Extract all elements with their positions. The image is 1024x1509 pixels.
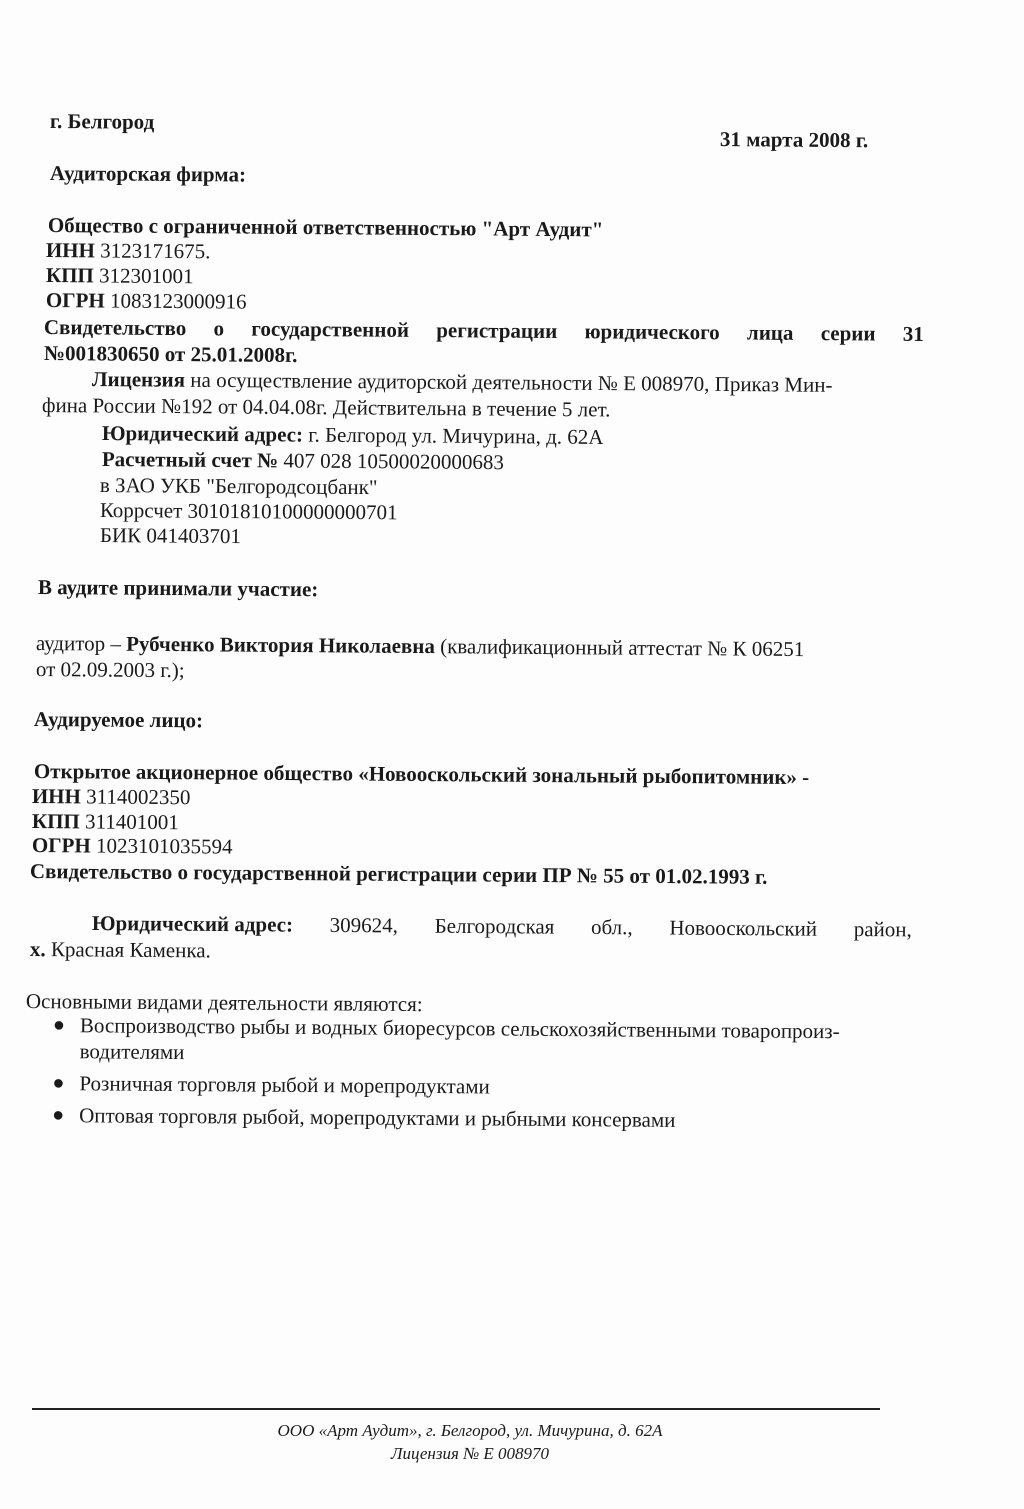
audit-firm-ogrn [46,287,247,315]
kpp-label: КПП [31,808,80,834]
ogrn-label: ОГРН [31,832,91,858]
audited-entity-inn [32,783,191,810]
footer-line2: Лицензия № Е 008970 [390,1444,550,1463]
bullet-icon: ● [52,1104,65,1127]
footer-line1: ООО «Арт Аудит», г. Белгород, ул. Мичурина, д. 62А [277,1421,663,1440]
license-text: на осуществление аудиторской деятельности № Е 008970, Приказ Мин- [190,367,833,397]
inn-value: 3123171675. [100,238,211,264]
participants-heading: В аудите принимали участие: [37,574,319,602]
auditor-certificate: (квалификационный аттестат № К 06251 [434,634,805,662]
activity-text: Воспроизводство рыбы и водных биоресурсов сельскохозяйственными товаропроиз-водителями [79,1013,840,1065]
ogrn-value: 1083123000916 [109,288,247,314]
audit-firm-license-line2: фина России №192 от 04.04.08г. Действительна в течение 5 лет. [41,392,611,422]
city: г. Белгород [49,108,155,134]
account-value: 407 028 10500020000683 [283,448,505,475]
address-word: 309624, [329,912,399,938]
audit-firm-name: Общество с ограниченной ответственностью "Арт Аудит" [47,212,604,242]
auditor-prefix: аудитор – [35,630,127,656]
address-word: обл., [590,914,633,940]
audited-entity-address-line2 [30,936,211,963]
bullet-icon: ● [52,1014,66,1037]
cert-word: юридического [584,319,720,345]
address-label: Юридический адрес: [101,420,304,447]
inn-label: ИНН [45,237,96,263]
list-item [49,1070,929,1103]
audited-entity-ogrn [32,832,233,860]
kpp-label: КПП [45,262,94,288]
audited-entity-name: Открытое акционерное общество «Новооскольский зональный рыбопитомник» - [33,758,810,790]
activity-text: Оптовая торговля рыбой, морепродуктами и рыбными консервами [79,1103,676,1132]
cert-word: Свидетельство [43,314,187,341]
audited-entity-heading: Аудируемое лицо: [33,706,204,733]
account-label: Расчетный счет № [101,446,279,473]
kpp-value: 311401001 [84,809,179,835]
address-word: Белгородская [434,913,555,939]
audit-firm-corr-account: Коррсчет 30101810100000000701 [99,497,398,525]
footer-divider [32,1408,880,1410]
address-word: Новооскольский [669,915,818,941]
list-item [50,1012,920,1071]
audit-firm-address [102,420,604,450]
license-label: Лицензия [91,366,186,392]
audit-firm-account [102,446,504,475]
inn-label: ИНН [31,783,82,809]
auditor-name: Рубченко Виктория Николаевна [126,631,435,659]
address-word: район, [853,916,912,942]
audited-entity-kpp [32,808,179,835]
bullet-icon: ● [52,1072,65,1095]
address-settlement-prefix: х. [29,936,46,962]
cert-word: государственной [251,316,410,342]
cert-word: лица [746,320,794,345]
activities-list [49,1012,930,1141]
address-settlement: Красная Каменка. [45,937,211,963]
address-label: Юридический адрес: [91,910,294,937]
inn-value: 3114002350 [86,784,191,810]
activities-heading: Основными видами деятельности являются: [25,988,423,1017]
activity-text: Розничная торговля рыбой и морепродуктами [79,1071,490,1099]
cert-word: серии [820,321,876,346]
auditor-line2: от 02.09.2003 г.); [35,656,185,683]
cert-word: регистрации [436,318,558,344]
address-value: г. Белгород ул. Мичурина, д. 62А [308,422,604,449]
audit-firm-certificate-line2: №001830650 от 25.01.2008г. [43,340,298,367]
audit-firm-kpp [46,262,194,289]
audit-firm-heading: Аудиторская фирма: [49,160,247,187]
list-item [49,1102,929,1135]
audited-entity-address-line1 [92,910,912,942]
audited-entity-certificate: Свидетельство о государственной регистрации серии ПР № 55 от 01.02.1993 г. [29,858,768,889]
ogrn-label: ОГРН [45,287,105,313]
cert-word: 31 [902,321,924,346]
audit-firm-inn [46,237,211,264]
ogrn-value: 1023101035594 [95,833,233,859]
cert-word: о [213,316,225,341]
audit-firm-bik: БИК 041403701 [99,522,241,549]
document-date: 31 марта 2008 г. [719,126,869,153]
kpp-value: 312301001 [98,263,194,289]
audit-firm-bank: в ЗАО УКБ "Белгородсоцбанк" [99,472,378,500]
